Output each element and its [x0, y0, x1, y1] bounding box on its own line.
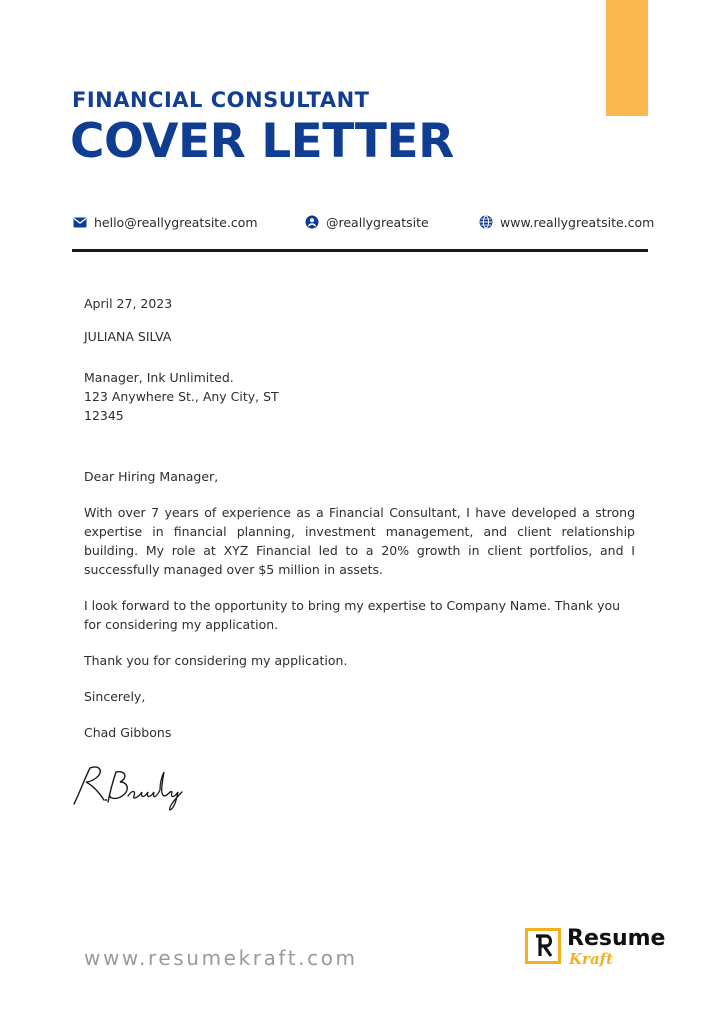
recipient-address [84, 368, 635, 425]
email-icon [72, 214, 88, 230]
contact-social [304, 214, 429, 230]
letter-body [84, 294, 635, 742]
address-line: Manager, Ink Unlimited. [84, 370, 234, 385]
accent-bar [606, 0, 648, 116]
recipient-name: JULIANA SILVA [84, 329, 172, 344]
body-paragraph: Thank you for considering my application. [84, 653, 348, 668]
body-paragraph: With over 7 years of experience as a Financial Consultant, I have developed a strong expertise in financial planning, investment management, and client relationship building. My role at XYZ Financial led to a 20% growth in client portfolios, and I successfully managed over $5 million in assets. [84, 505, 635, 577]
contact-social-text: @reallygreatsite [326, 214, 429, 230]
salutation: Dear Hiring Manager, [84, 469, 219, 484]
document-subtitle: FINANCIAL CONSULTANT [72, 88, 370, 112]
closing: Sincerely, [84, 689, 146, 704]
signer-name: Chad Gibbons [84, 725, 172, 740]
contact-website [478, 214, 654, 230]
logo-mark-icon [525, 928, 561, 964]
address-line: 123 Anywhere St., Any City, ST [84, 389, 279, 404]
footer-url: www.resumekraft.com [84, 946, 358, 970]
globe-icon [478, 214, 494, 230]
body-paragraph: I look forward to the opportunity to bring my expertise to Company Name. Thank you for considering my application. [84, 598, 621, 632]
contact-email [72, 214, 258, 230]
handwritten-signature [70, 762, 200, 812]
logo-word-kraft: Kraft [569, 950, 614, 968]
resumekraft-logo [525, 928, 665, 967]
contact-website-text: www.reallygreatsite.com [500, 214, 655, 230]
social-icon [304, 214, 320, 230]
document-title: COVER LETTER [70, 114, 454, 169]
header-divider [72, 249, 648, 252]
address-line: 12345 [84, 408, 124, 423]
contact-email-text: hello@reallygreatsite.com [94, 214, 258, 230]
logo-word-resume: Resume [567, 926, 666, 951]
letter-date: April 27, 2023 [84, 296, 173, 311]
